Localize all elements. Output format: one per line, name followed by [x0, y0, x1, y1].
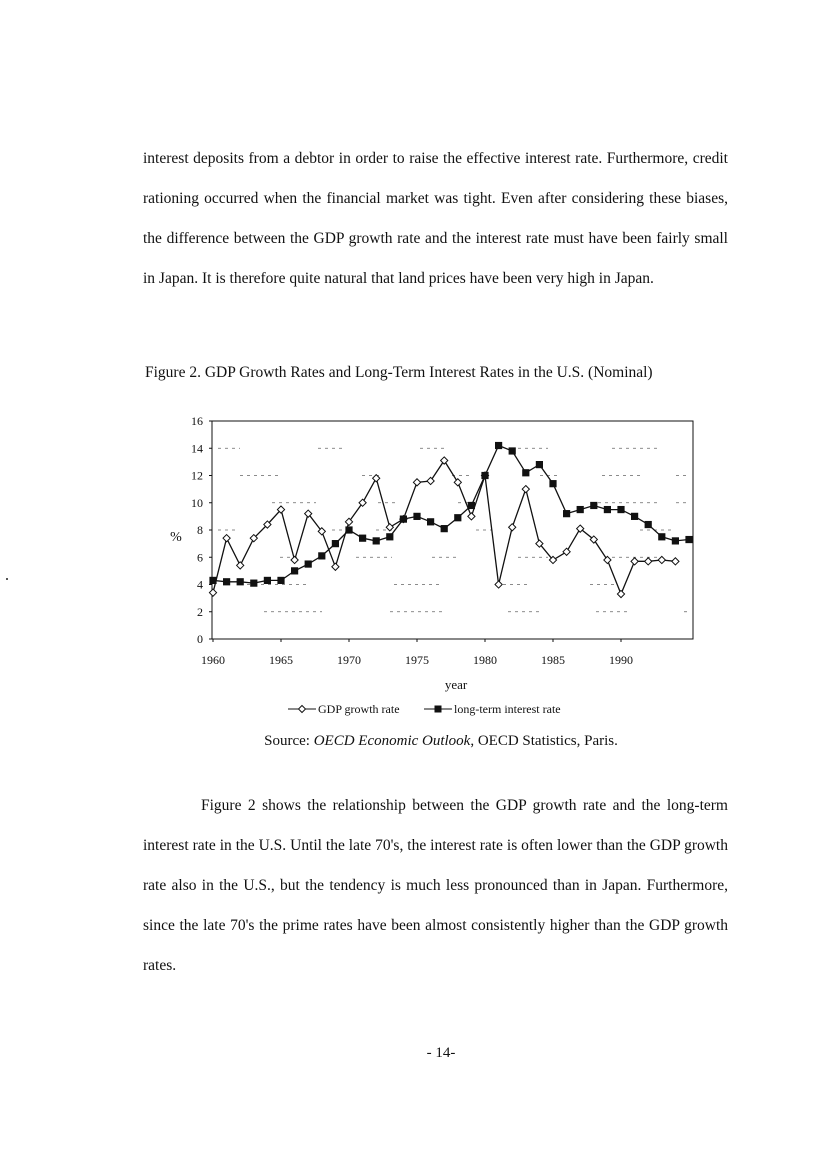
- x-tick-label: 1965: [269, 653, 293, 667]
- interest-data-point: [454, 514, 461, 521]
- gdp-data-point: [386, 524, 393, 531]
- interest-data-point: [577, 506, 584, 513]
- gdp-data-point: [291, 556, 298, 563]
- interest-data-point: [318, 552, 325, 559]
- interest-data-point: [685, 536, 692, 543]
- gdp-data-point: [441, 457, 448, 464]
- gdp-data-point: [345, 518, 352, 525]
- interest-data-point: [495, 442, 502, 449]
- gdp-data-point: [427, 477, 434, 484]
- interest-data-point: [345, 526, 352, 533]
- interest-data-point: [359, 535, 366, 542]
- legend-interest-label: long-term interest rate: [454, 702, 561, 716]
- interest-data-point: [549, 480, 556, 487]
- interest-data-point: [617, 506, 624, 513]
- x-tick-label: 1970: [337, 653, 361, 667]
- page-number: - 14-: [426, 1045, 456, 1061]
- gdp-data-point: [413, 479, 420, 486]
- interest-data-point: [509, 447, 516, 454]
- gdp-data-point: [617, 590, 624, 597]
- gdp-data-point: [264, 521, 271, 528]
- gdp-data-point: [223, 535, 230, 542]
- y-axis-label: %: [170, 530, 182, 545]
- gdp-data-point: [563, 548, 570, 555]
- gdp-data-point: [237, 562, 244, 569]
- interest-data-point: [522, 469, 529, 476]
- source-prefix: Source:: [264, 733, 314, 749]
- interest-data-point: [250, 580, 257, 587]
- gdp-data-point: [277, 506, 284, 513]
- gdp-growth-line: [213, 461, 675, 595]
- interest-data-point: [386, 533, 393, 540]
- gdp-data-point: [536, 540, 543, 547]
- gdp-data-point: [577, 525, 584, 532]
- interest-data-point: [536, 461, 543, 468]
- gdp-data-point: [373, 475, 380, 482]
- x-tick-label: 1980: [473, 653, 497, 667]
- gdp-data-point: [509, 524, 516, 531]
- y-tick-label: 10: [191, 495, 203, 510]
- gdp-data-point: [318, 528, 325, 535]
- y-tick-label: 0: [197, 632, 203, 646]
- gdp-data-point: [631, 558, 638, 565]
- y-tick-label: 8: [197, 523, 203, 537]
- gdp-data-point: [332, 563, 339, 570]
- gdp-data-point: [468, 513, 475, 520]
- y-tick-label: 12: [191, 468, 203, 483]
- gdp-data-point: [672, 558, 679, 565]
- y-tick-label: 2: [197, 604, 203, 619]
- interest-data-point: [264, 577, 271, 584]
- x-tick-label: 1975: [405, 653, 429, 667]
- grid-lines: [218, 448, 690, 612]
- gdp-data-point: [495, 581, 502, 588]
- chart-legend: [288, 702, 561, 716]
- legend-interest-square-icon: [435, 706, 442, 713]
- gdp-data-point: [359, 499, 366, 506]
- interest-data-point: [645, 521, 652, 528]
- gdp-data-point: [604, 556, 611, 563]
- interest-data-point: [481, 472, 488, 479]
- gdp-data-point: [481, 472, 488, 479]
- scan-speck: [6, 578, 8, 580]
- interest-data-point: [441, 525, 448, 532]
- plot-area-frame: [212, 421, 693, 639]
- y-tick-label: 6: [197, 550, 203, 565]
- gdp-data-point: [658, 556, 665, 563]
- figure-source: [0, 733, 827, 750]
- paragraph-intro: interest deposits from a debtor in order to raise the effective interest rate. Furthermore, credit rationing occurred when the financial market was tight. Even after considering these biases, the difference between the GDP growth rate and the interest rate must have been fairly small in Japan. It is therefore quite natural that land prices have been very high in Japan.: [143, 150, 728, 287]
- y-tick-label: 4: [197, 577, 203, 592]
- interest-data-point: [427, 518, 434, 525]
- axis-ticks: [191, 414, 633, 667]
- interest-data-point: [400, 516, 407, 523]
- interest-data-point: [672, 537, 679, 544]
- legend-gdp-diamond-icon: [299, 706, 306, 713]
- gdp-data-point: [454, 479, 461, 486]
- interest-data-point: [332, 540, 339, 547]
- figure-title: Figure 2. GDP Growth Rates and Long-Term Interest Rates in the U.S. (Nominal): [145, 364, 653, 381]
- y-tick-label: 16: [191, 414, 203, 428]
- interest-data-point: [563, 510, 570, 517]
- interest-rate-line: [213, 446, 689, 584]
- series-layer: [209, 442, 692, 598]
- interest-data-point: [291, 567, 298, 574]
- interest-data-point: [631, 513, 638, 520]
- legend-gdp-label: GDP growth rate: [318, 702, 400, 716]
- interest-data-point: [223, 578, 230, 585]
- source-publication: OECD Economic Outlook: [313, 733, 471, 749]
- x-axis-label: year: [444, 677, 468, 692]
- interest-data-point: [604, 506, 611, 513]
- interest-data-point: [468, 502, 475, 509]
- interest-data-point: [373, 537, 380, 544]
- gdp-data-point: [549, 556, 556, 563]
- x-tick-label: 1990: [609, 653, 633, 667]
- gdp-data-point: [645, 558, 652, 565]
- interest-data-point: [277, 577, 284, 584]
- source-suffix: , OECD Statistics, Paris.: [470, 733, 618, 749]
- paragraph-discussion: Figure 2 shows the relationship between the GDP growth rate and the long-term interest rate in the U.S. Until the late 70's, the interest rate is often lower than the GDP growth rate also in the U.S., but the tendency is much less pronounced than in Japan. Furthermore, since the late 70's the prime rates have been almost consistently higher than the GDP growth rates.: [143, 797, 728, 974]
- y-tick-label: 14: [191, 441, 203, 456]
- interest-data-point: [237, 578, 244, 585]
- gdp-data-point: [400, 516, 407, 523]
- x-tick-label: 1985: [541, 653, 565, 667]
- gdp-data-point: [522, 486, 529, 493]
- interest-data-point: [590, 502, 597, 509]
- gdp-data-point: [209, 589, 216, 596]
- gdp-data-point: [305, 510, 312, 517]
- interest-data-point: [413, 513, 420, 520]
- x-tick-label: 1960: [201, 653, 225, 667]
- gdp-data-point: [590, 536, 597, 543]
- interest-data-point: [658, 533, 665, 540]
- gdp-data-point: [250, 535, 257, 542]
- interest-data-point: [305, 560, 312, 567]
- interest-data-point: [209, 577, 216, 584]
